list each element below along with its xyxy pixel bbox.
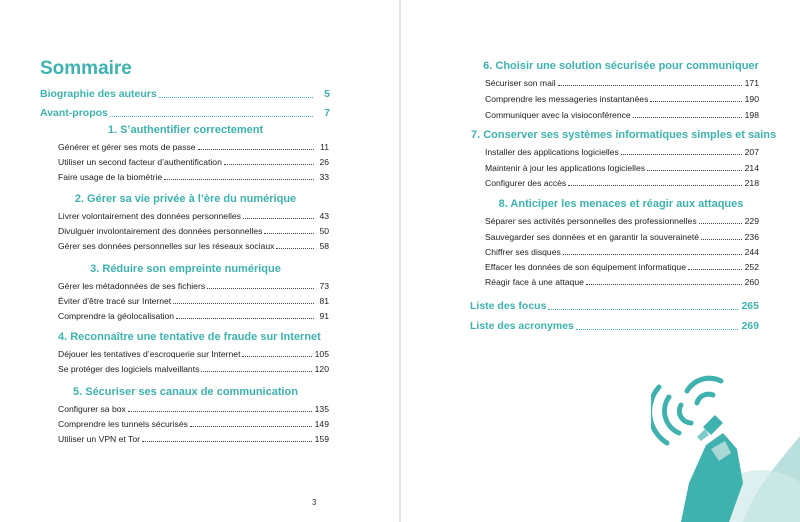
leader-dots bbox=[276, 248, 314, 249]
toc-entry-label: Générer et gérer ses mots de passe bbox=[58, 142, 196, 152]
toc-page-number: 120 bbox=[314, 364, 329, 374]
toc-entry-acronym-list[interactable] bbox=[470, 316, 759, 332]
toc-entry-label: Avant-propos bbox=[40, 107, 108, 119]
leader-dots bbox=[586, 284, 742, 285]
toc-page-number: 171 bbox=[744, 78, 759, 88]
toc-entry[interactable] bbox=[485, 160, 759, 173]
leader-dots bbox=[701, 239, 742, 240]
toc-entry[interactable] bbox=[58, 293, 329, 306]
toc-page-number: 190 bbox=[744, 94, 759, 104]
toc-entry-label: Divulguer involontairement des données personnelles bbox=[58, 226, 263, 236]
toc-entry[interactable] bbox=[58, 169, 329, 182]
toc-entry[interactable] bbox=[485, 107, 759, 120]
toc-entry-label: Réagir face à une attaque bbox=[485, 277, 584, 287]
toc-entry-label: Utiliser un VPN et Tor bbox=[58, 434, 140, 444]
toc-page-number: 260 bbox=[744, 277, 759, 287]
left-page bbox=[0, 0, 399, 522]
page-number: 3 bbox=[312, 498, 317, 507]
toc-entry[interactable] bbox=[58, 154, 329, 167]
toc-entry-label: Sécuriser son mail bbox=[485, 78, 556, 88]
leader-dots bbox=[224, 164, 314, 165]
leader-dots bbox=[563, 254, 742, 255]
section-heading-4: 4. Reconnaître une tentative de fraude sur Internet bbox=[58, 331, 321, 343]
toc-entry[interactable] bbox=[485, 274, 759, 287]
toc-page-number: 236 bbox=[744, 232, 759, 242]
toc-entry[interactable] bbox=[485, 259, 759, 272]
toc-page-number: 50 bbox=[319, 226, 329, 236]
toc-entry[interactable] bbox=[58, 208, 329, 221]
toc-entry[interactable] bbox=[485, 244, 759, 257]
leader-dots bbox=[650, 101, 741, 102]
toc-entry[interactable] bbox=[58, 278, 329, 291]
toc-page-number: 229 bbox=[744, 216, 759, 226]
toc-page-number: 207 bbox=[744, 147, 759, 157]
toc-entry-label: Liste des focus bbox=[470, 300, 547, 312]
toc-entry-focus-list[interactable] bbox=[470, 296, 759, 312]
toc-page-number: 265 bbox=[741, 300, 759, 312]
section-heading-8: 8. Anticiper les menaces et réagir aux attaques bbox=[498, 198, 744, 210]
leader-dots bbox=[242, 356, 311, 357]
leader-dots bbox=[164, 179, 314, 180]
toc-page-number: 11 bbox=[320, 142, 329, 152]
toc-entry-label: Utiliser un second facteur d’authentification bbox=[58, 157, 222, 167]
toc-entry-label: Gérer les métadonnées de ses fichiers bbox=[58, 281, 206, 291]
toc-entry[interactable] bbox=[485, 175, 759, 188]
toc-entry-label: Éviter d’être tracé sur Internet bbox=[58, 296, 172, 306]
toc-entry-label: Comprendre les messageries instantanées bbox=[485, 94, 649, 104]
toc-entry[interactable] bbox=[485, 91, 759, 104]
leader-dots bbox=[190, 426, 312, 427]
toc-entry-label: Biographie des auteurs bbox=[40, 88, 157, 100]
toc-page-number: 198 bbox=[744, 110, 759, 120]
toc-entry[interactable] bbox=[58, 308, 329, 321]
leader-dots bbox=[176, 318, 314, 319]
leader-dots bbox=[576, 329, 739, 330]
toc-entry-label: Se protéger des logiciels malveillants bbox=[58, 364, 200, 374]
leader-dots bbox=[264, 233, 314, 234]
toc-page-number: 58 bbox=[319, 241, 329, 251]
toc-entry-label: Sauvegarder ses données et en garantir la souveraineté bbox=[485, 232, 700, 242]
leader-dots bbox=[621, 154, 742, 155]
toc-entry-label: Faire usage de la biométrie bbox=[58, 172, 163, 182]
toc-entry-label: Chiffrer ses disques bbox=[485, 247, 561, 257]
toc-entry-label: Effacer les données de son équipement informatique bbox=[485, 262, 686, 272]
toc-entry-foreword[interactable] bbox=[40, 103, 330, 119]
toc-entry-label: Installer des applications logicielles bbox=[485, 147, 619, 157]
toc-page-number: 73 bbox=[319, 281, 329, 291]
toc-page-number: 218 bbox=[744, 178, 759, 188]
toc-page-number: 81 bbox=[319, 296, 329, 306]
toc-entry-label: Déjouer les tentatives d’escroquerie sur Internet bbox=[58, 349, 241, 359]
leader-dots bbox=[142, 441, 312, 442]
leader-dots bbox=[207, 288, 314, 289]
toc-entry[interactable] bbox=[58, 401, 329, 414]
toc-entry[interactable] bbox=[58, 346, 329, 359]
toc-entry[interactable] bbox=[58, 361, 329, 374]
wifi-spray-bottle-icon bbox=[651, 375, 800, 522]
section-heading-3: 3. Réduire son empreinte numérique bbox=[90, 263, 281, 275]
leader-dots bbox=[173, 303, 314, 304]
toc-page-number: 5 bbox=[324, 88, 330, 100]
toc-entry-author-biography[interactable] bbox=[40, 84, 330, 100]
toc-page-number: 252 bbox=[744, 262, 759, 272]
section-heading-2: 2. Gérer sa vie privée à l’ère du numérique bbox=[74, 193, 297, 205]
toc-entry-label: Comprendre la géolocalisation bbox=[58, 311, 175, 321]
leader-dots bbox=[699, 223, 742, 224]
section-heading-5: 5. Sécuriser ses canaux de communication bbox=[73, 386, 298, 398]
toc-entry[interactable] bbox=[485, 229, 759, 242]
leader-dots bbox=[633, 117, 742, 118]
leader-dots bbox=[647, 170, 742, 171]
toc-entry[interactable] bbox=[485, 75, 759, 88]
section-heading-7: 7. Conserver ses systèmes informatiques simples et sains bbox=[471, 129, 777, 141]
toc-page-number: 91 bbox=[319, 311, 329, 321]
toc-page-number: 105 bbox=[314, 349, 329, 359]
contents-title: Sommaire bbox=[40, 58, 132, 79]
section-heading-6: 6. Choisir une solution sécurisée pour communiquer bbox=[483, 60, 759, 72]
toc-entry-label: Configurer sa box bbox=[58, 404, 126, 414]
section-heading-1: 1. S’authentifier correctement bbox=[107, 124, 264, 136]
toc-entry-label: Séparer ses activités personnelles des professionnelles bbox=[485, 216, 697, 226]
leader-dots bbox=[243, 218, 314, 219]
toc-page-number: 26 bbox=[319, 157, 329, 167]
toc-entry[interactable] bbox=[485, 213, 759, 226]
leader-dots bbox=[688, 269, 742, 270]
toc-entry[interactable] bbox=[58, 139, 329, 152]
toc-entry[interactable] bbox=[58, 431, 329, 444]
toc-entry[interactable] bbox=[58, 238, 329, 251]
toc-page-number: 43 bbox=[319, 211, 329, 221]
toc-entry[interactable] bbox=[58, 223, 329, 236]
toc-entry-label: Liste des acronymes bbox=[470, 320, 574, 332]
toc-page-number: 135 bbox=[314, 404, 329, 414]
toc-entry-label: Gérer ses données personnelles sur les réseaux sociaux bbox=[58, 241, 275, 251]
toc-entry-label: Comprendre les tunnels sécurisés bbox=[58, 419, 188, 429]
toc-page-number: 214 bbox=[744, 163, 759, 173]
toc-page-number: 159 bbox=[314, 434, 329, 444]
toc-entry[interactable] bbox=[485, 144, 759, 157]
leader-dots bbox=[568, 185, 741, 186]
toc-entry-label: Maintenir à jour les applications logicielles bbox=[485, 163, 646, 173]
leader-dots bbox=[558, 85, 742, 86]
leader-dots bbox=[548, 309, 738, 310]
toc-page-number: 269 bbox=[741, 320, 759, 332]
toc-entry[interactable] bbox=[58, 416, 329, 429]
toc-entry-label: Livrer volontairement des données personnelles bbox=[58, 211, 241, 221]
toc-page-number: 33 bbox=[319, 172, 329, 182]
leader-dots bbox=[198, 149, 314, 150]
leader-dots bbox=[201, 371, 311, 372]
toc-page-number: 149 bbox=[314, 419, 329, 429]
toc-page-number: 7 bbox=[324, 107, 330, 119]
toc-entry-label: Communiquer avec la visioconférence bbox=[485, 110, 631, 120]
toc-entry-label: Configurer des accès bbox=[485, 178, 567, 188]
leader-dots bbox=[128, 411, 312, 412]
right-page bbox=[401, 0, 800, 522]
leader-dots bbox=[110, 116, 313, 117]
toc-page-number: 244 bbox=[744, 247, 759, 257]
leader-dots bbox=[159, 97, 313, 98]
